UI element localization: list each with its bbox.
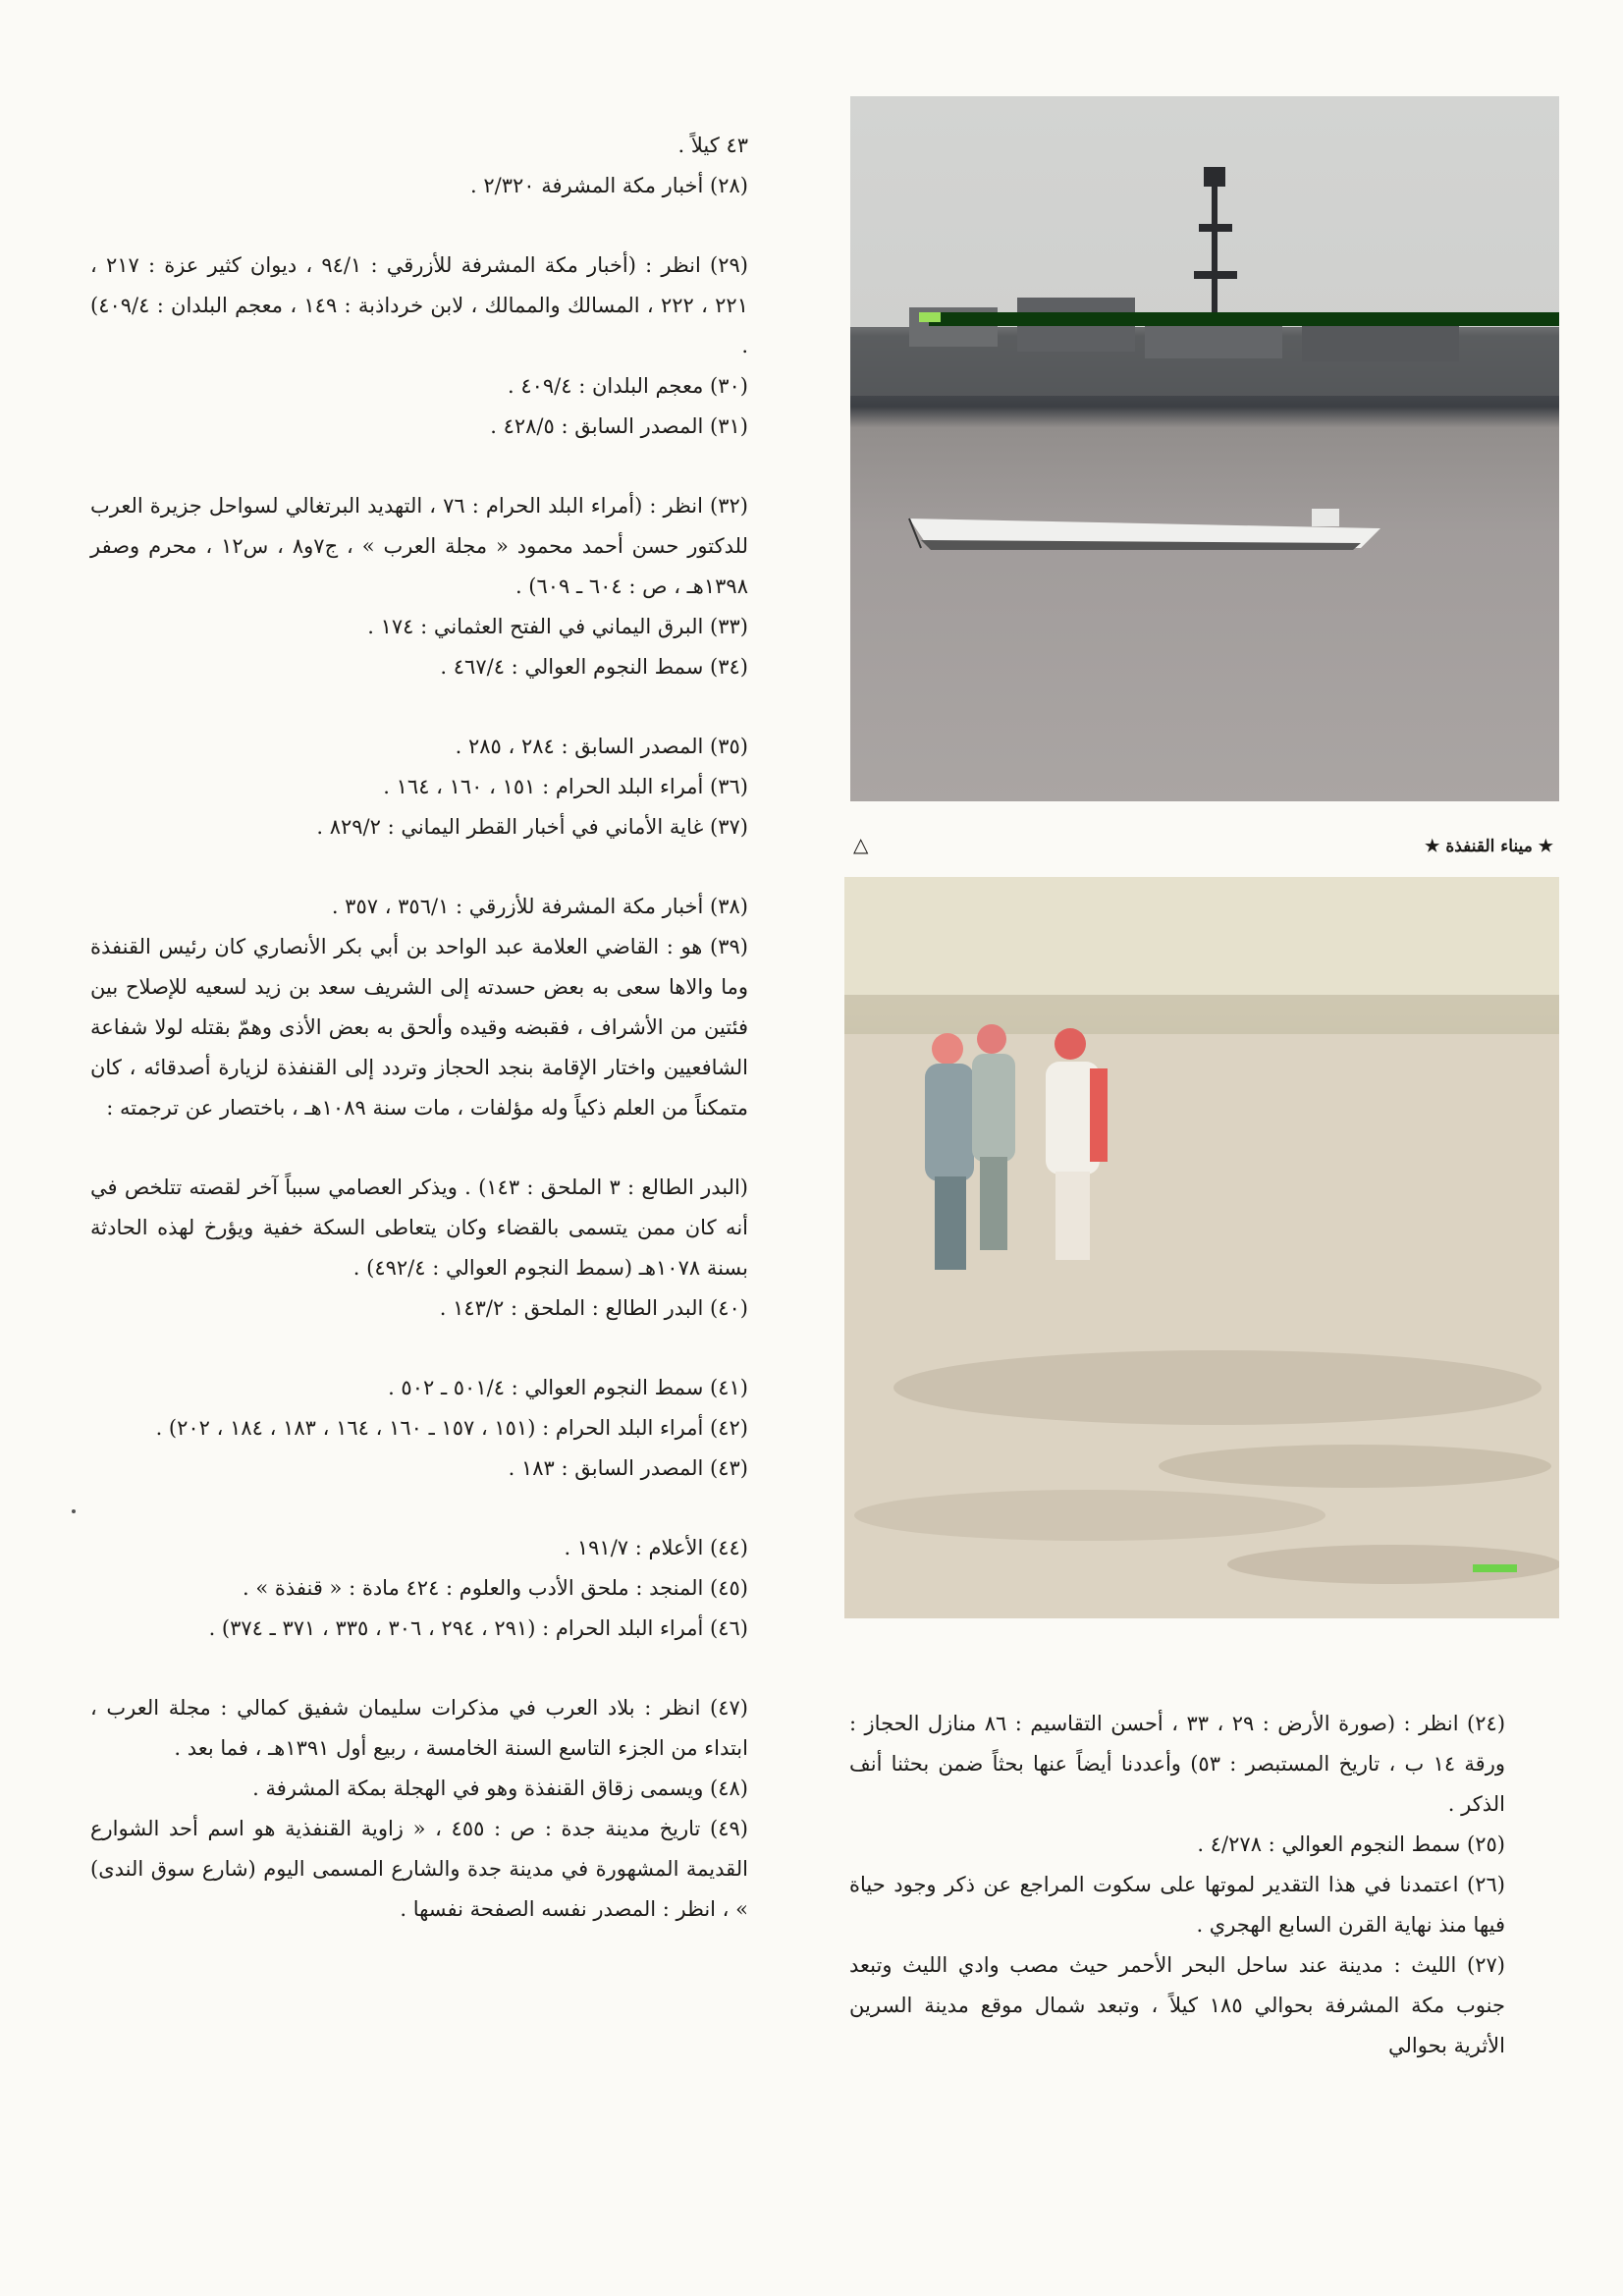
footnotes-right-column [849,1704,1505,2066]
footnote-26: (٢٦) اعتمدنا في هذا التقدير لموتها على سكوت المراجع عن ذكر وجود حياة فيها منذ نهاية القرن السابع الهجري . [849,1873,1505,1937]
footnotes-left-column [90,126,748,1930]
footnote-27: (٢٧) الليث : مدينة عند ساحل البحر الأحمر حيث مصب وادي الليث وتبعد جنوب مكة المشرفة بحوالي ١٨٥ كيلاً ، وتبعد شمال موقع مدينة السرين الأثرية بحوالي [849,1953,1505,2057]
footnote-25: (٢٥) سمط النجوم العوالي : ٤/٢٧٨ . [1197,1832,1505,1856]
beach-photo [844,877,1559,1618]
footnote-43: (٤٣) المصدر السابق : ١٨٣ . [508,1456,748,1480]
photo-caption [849,833,1558,866]
triangle-mark-icon: △ [853,833,869,856]
caption-text: ★ ميناء القنفذة ★ [1425,837,1553,856]
footnote-33: (٣٣) البرق اليماني في الفتح العثماني : ١٧٤ . [367,615,748,638]
footnote-27-continued: ٤٣ كيلاً . [677,134,748,157]
footnote-49: (٤٩) تاريخ مدينة جدة : ص : ٤٥٥ ، « زاوية القنفذية هو اسم أحد الشوارع القديمة المشهورة في مدينة جدة والشارع المسمى اليوم (شارع سوق الندى) » ، انظر : المصدر نفسه الصفحة نفسها . [90,1817,748,1921]
footnote-34: (٣٤) سمط النجوم العوالي : ٤٦٧/٤ . [440,655,748,679]
footnote-47: (٤٧) انظر : بلاد العرب في مذكرات سليمان شفيق كمالي : مجلة العرب ، ابتداء من الجزء التاسع السنة الخامسة ، ربيع أول ١٣٩١هـ ، فما بعد . [90,1696,748,1760]
footnote-31: (٣١) المصدر السابق : ٤٢٨/٥ . [490,414,748,438]
footnote-41: (٤١) سمط النجوم العوالي : ٥٠١/٤ ـ ٥٠٢ . [388,1376,748,1399]
footnote-24: (٢٤) انظر : (صورة الأرض : ٢٩ ، ٣٣ ، أحسن التقاسيم : ٨٦ منازل الحجاز : ورقة ١٤ ب ، تاريخ المستبصر : ٥٣) وأعددنا أيضاً عنها بحثاً ضمن بحثنا أنف الذكر . [849,1712,1506,1816]
footnote-36: (٣٦) أمراء البلد الحرام : ١٥١ ، ١٦٠ ، ١٦٤ . [383,775,748,798]
footnote-46: (٤٦) أمراء البلد الحرام : (٢٩١ ، ٢٩٤ ، ٣٠٦ ، ٣٣٥ ، ٣٧١ ـ ٣٧٤) . [208,1616,748,1640]
footnote-42: (٤٢) أمراء البلد الحرام : (١٥١ ، ١٥٧ ـ ١٦٠ ، ١٦٤ ، ١٨٣ ، ١٨٤ ، ٢٠٢) . [155,1416,748,1440]
margin-dot [72,1509,76,1513]
footnote-40: (٤٠) البدر الطالع : الملحق : ١٤٣/٢ . [439,1296,748,1320]
footnote-48: (٤٨) ويسمى زقاق القنفذة وهو في الهجلة بمكة المشرفة . [252,1777,748,1800]
footnote-29: (٢٩) انظر : (أخبار مكة المشرفة للأزرقي : ٩٤/١ ، ديوان كثير عزة : ٢١٧ ، ٢٢١ ، ٢٢٢ ، المسالك والممالك ، لابن خرداذبة : ١٤٩ ، معجم البلدان : ٤٠٩/٤) . [90,253,748,357]
footnote-39-source: (البدر الطالع : ٣ الملحق : ١٤٣) . ويذكر العصامي سبباً آخر لقصته تتلخص في أنه كان ممن يتسمى بالقضاء وكان يتعاطى السكة خفية ويؤرخ لهذه الحادثة بسنة ١٠٧٨هـ (سمط النجوم العوالي : ٤٩٢/٤) . [90,1175,748,1280]
footnote-32: (٣٢) انظر : (أمراء البلد الحرام : ٧٦ ، التهديد البرتغالي لسواحل جزيرة العرب للدكتور حسن أحمد محمود « مجلة العرب » ، ج٧و٨ ، س١٢ ، محرم وصفر ١٣٩٨هـ ، ص : ٦٠٤ ـ ٦٠٩) . [90,494,748,598]
footnote-44: (٤٤) الأعلام : ١٩١/٧ . [564,1536,748,1559]
footnote-37: (٣٧) غاية الأماني في أخبار القطر اليماني : ٨٢٩/٢ . [316,815,748,839]
port-photo-drawing [850,96,1559,801]
footnote-35: (٣٥) المصدر السابق : ٢٨٤ ، ٢٨٥ . [455,735,748,758]
port-photo [850,96,1559,801]
footnote-28: (٢٨) أخبار مكة المشرفة ٢/٣٢٠ . [469,174,748,197]
footnote-30: (٣٠) معجم البلدان : ٤٠٩/٤ . [507,374,748,398]
footnote-39: (٣٩) هو : القاضي العلامة عبد الواحد بن أبي بكر الأنصاري كان رئيس القنفذة وما والاها سعى به بعض حسدته إلى الشريف سعد بن زيد لسعيه للإصلاح بين فئتين من الأشراف ، فقبضه وقيده وألحق به بعض الأذى وهمّ بقتله لولا شفاعة الشافعيين واختار الإقامة بنجد الحجاز وتردد إلى القنفذة لزيارة أصدقائه ، كان متمكناً من العلم ذكياً وله مؤلفات ، مات سنة ١٠٨٩هـ ، باختصار عن ترجمته : [90,935,748,1120]
footnote-38: (٣٨) أخبار مكة المشرفة للأزرقي : ٣٥٦/١ ، ٣٥٧ . [331,895,748,918]
beach-photo-drawing [844,877,1559,1618]
footnote-45: (٤٥) المنجد : ملحق الأدب والعلوم : ٤٢٤ مادة : « قنفذة » . [242,1576,748,1600]
